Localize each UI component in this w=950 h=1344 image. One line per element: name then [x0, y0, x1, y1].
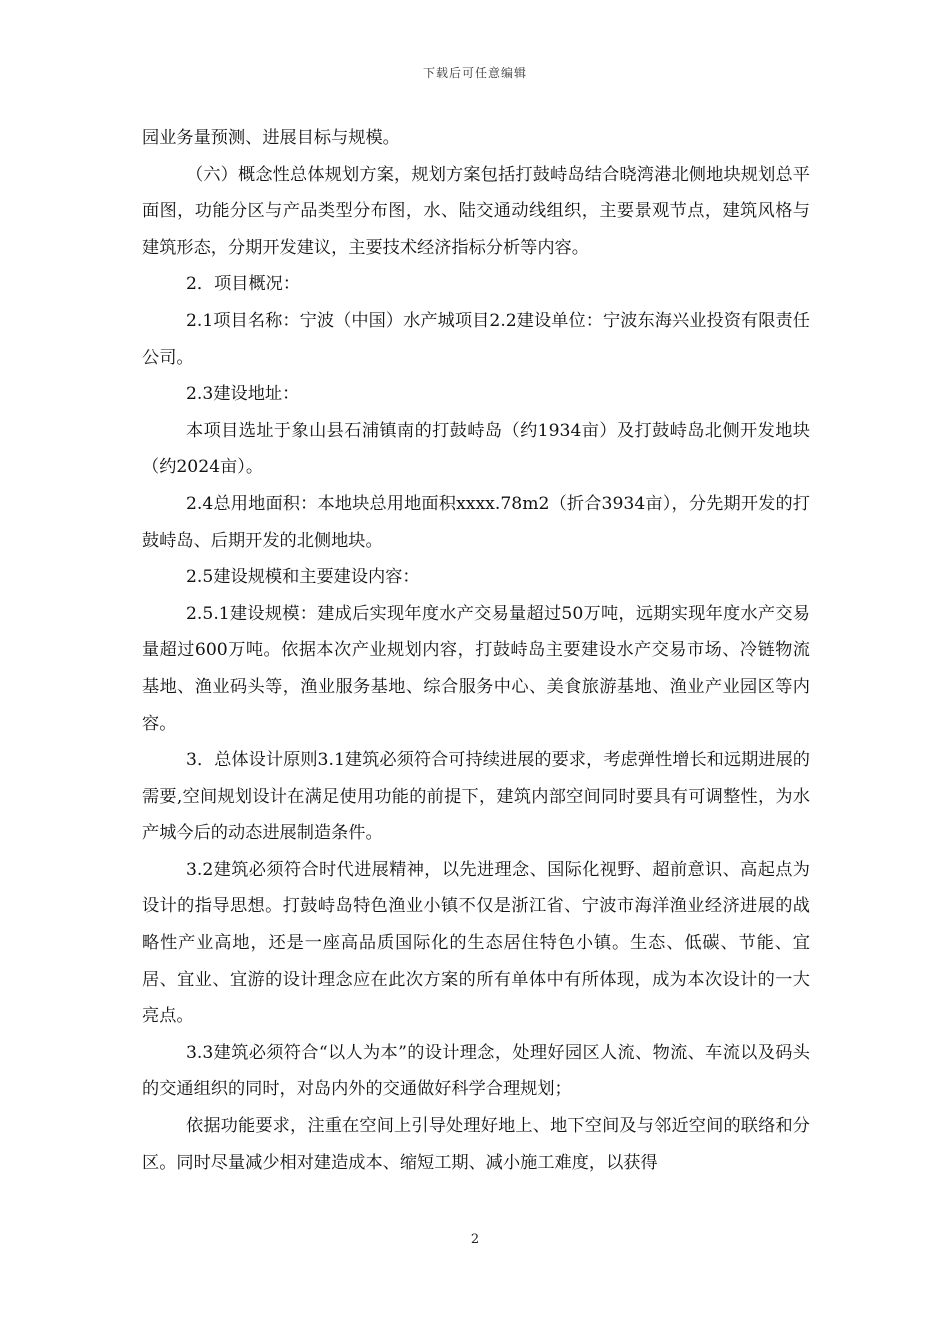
paragraph-9: 2.5.1建设规模：建成后实现年度水产交易量超过50万吨，远期实现年度水产交易量超过600万吨。依据本次产业规划内容，打鼓峙岛主要建设水产交易市场、冷链物流基地、渔业码头等，渔业服务基地、综合服务中心、美食旅游基地、渔业产业园区等内容。	[142, 603, 810, 734]
document-body	[142, 120, 810, 1181]
page-number: 2	[470, 1232, 480, 1247]
paragraph-10: 3．总体设计原则3.1建筑必须符合可持续进展的要求，考虑弹性增长和远期进展的需要,空间规划设计在满足使用功能的前提下，建筑内部空间同时要具有可调整性，为水产城今后的动态进展制造条件。	[142, 750, 810, 844]
paragraph-5: 2.3建设地址：	[186, 384, 300, 405]
paragraph-3: 2．项目概况：	[186, 274, 301, 295]
paragraph-4: 2.1项目名称：宁波（中国）水产城项目2.2建设单位：宁波东海兴业投资有限责任公司。	[142, 310, 810, 368]
paragraph-13: 依据功能要求，注重在空间上引导处理好地上、地下空间及与邻近空间的联络和分区。同时尽量减少相对建造成本、缩短工期、减小施工难度，以获得	[142, 1116, 810, 1173]
page-header: 下载后可任意编辑	[422, 66, 527, 80]
paragraph-6: 本项目选址于象山县石浦镇南的打鼓峙岛（约1934亩）及打鼓峙岛北侧开发地块（约2024亩）。	[142, 420, 810, 478]
paragraph-7: 2.4总用地面积：本地块总用地面积xxxx.78m2（折合3934亩），分先期开发的打鼓峙岛、后期开发的北侧地块。	[142, 493, 810, 551]
paragraph-8: 2.5建设规模和主要建设内容：	[186, 567, 420, 588]
paragraph-1: 园业务量预测、进展目标与规模。	[142, 128, 400, 148]
paragraph-12: 3.3建筑必须符合“以人为本”的设计理念，处理好园区人流、物流、车流以及码头的交通组织的同时，对岛内外的交通做好科学合理规划；	[142, 1042, 810, 1100]
paragraph-11: 3.2建筑必须符合时代进展精神，以先进理念、国际化视野、超前意识、高起点为设计的指导思想。打鼓峙岛特色渔业小镇不仅是浙江省、宁波市海洋渔业经济进展的战略性产业高地，还是一座高品质国际化的生态居住特色小镇。生态、低碳、节能、宜居、宜业、宜游的设计理念应在此次方案的所有单体中有所体现，成为本次设计的一大亮点。	[142, 859, 810, 1027]
paragraph-2: （六）概念性总体规划方案，规划方案包括打鼓峙岛结合晓湾港北侧地块规划总平面图，功能分区与产品类型分布图，水、陆交通动线组织，主要景观节点，建筑风格与建筑形态，分期开发建议，主要技术经济指标分析等内容。	[142, 164, 810, 258]
